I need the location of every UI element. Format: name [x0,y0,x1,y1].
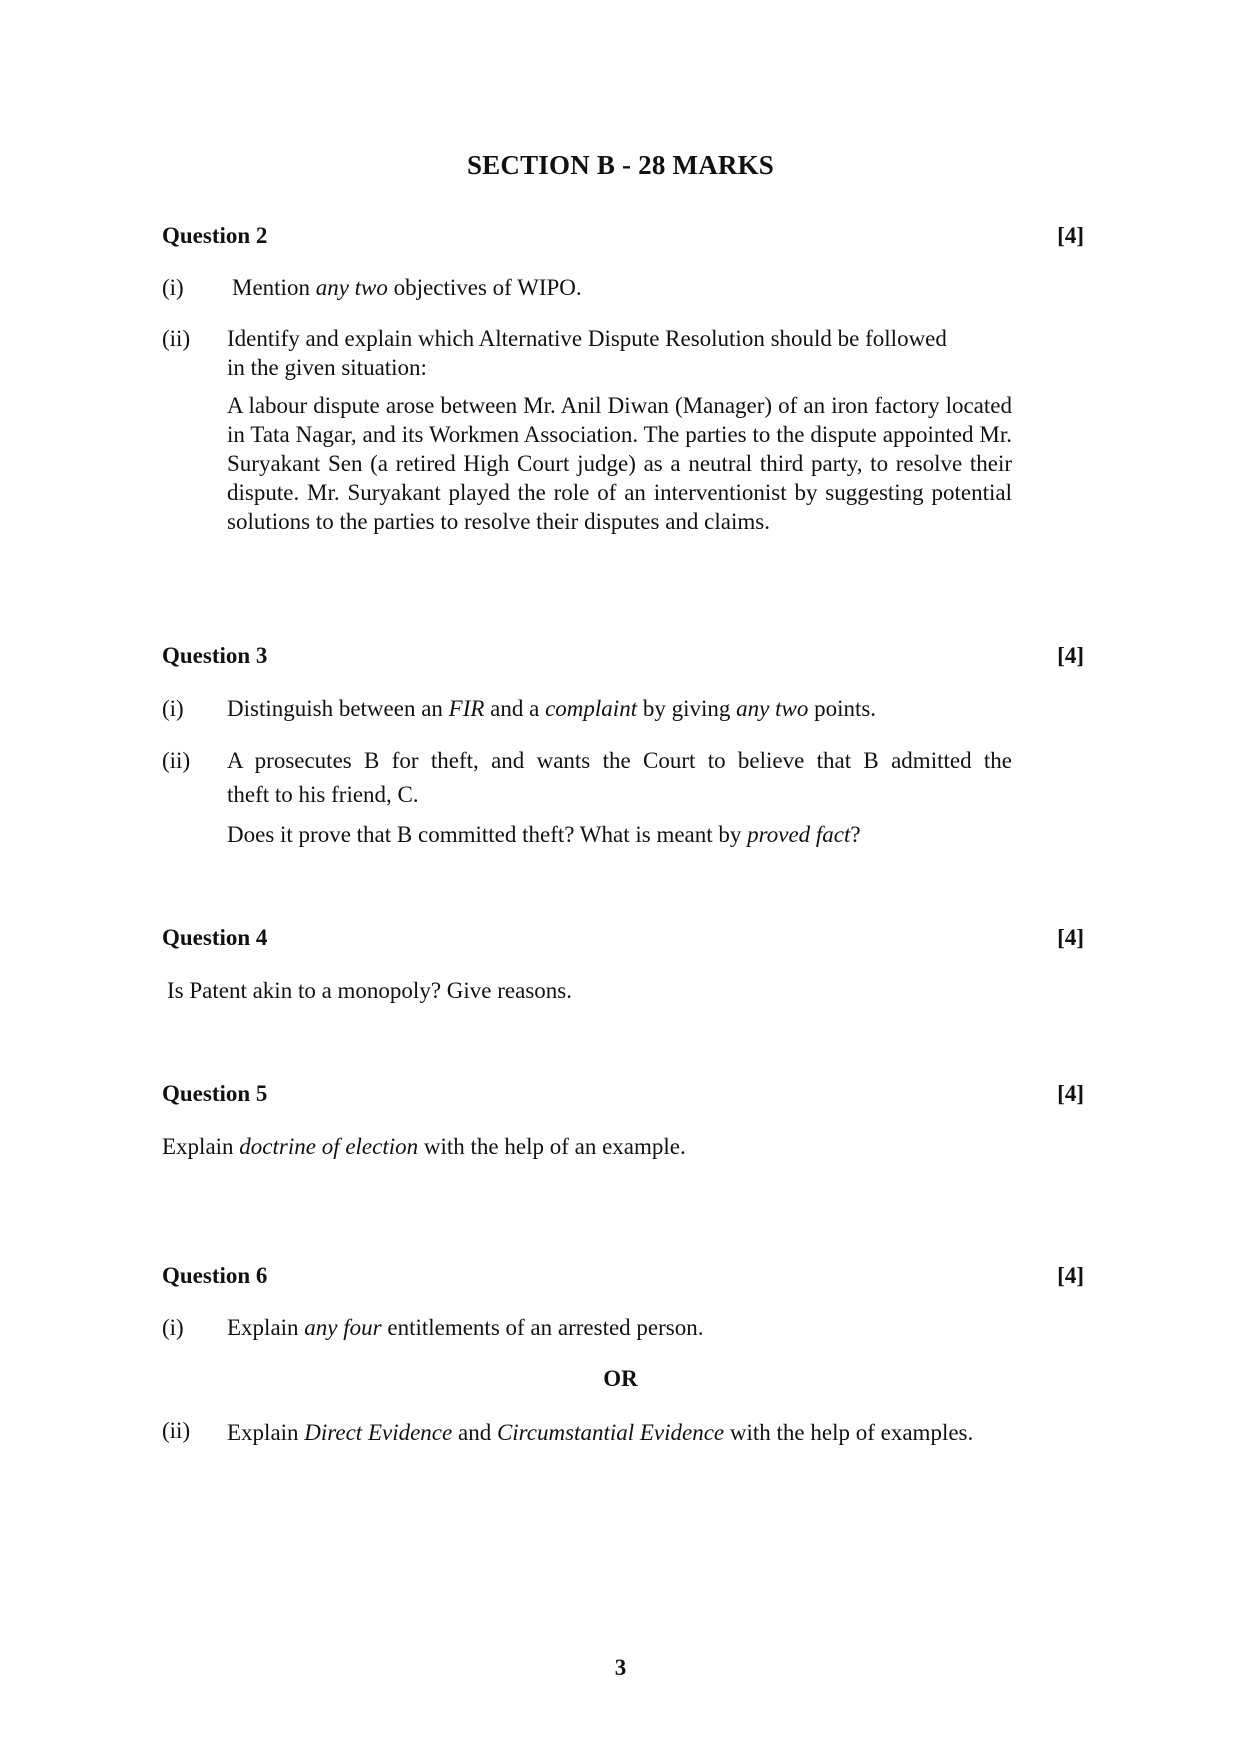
part-text-line-1: A prosecutes B for theft, and wants the Court to believe that B admitted the [227,748,1012,773]
question-4-text: Is Patent akin to a monopoly? Give reasons. [167,978,572,1003]
part-number: (ii) [162,1418,191,1443]
question-heading: Question 6 [162,1263,268,1288]
question-3-header [162,643,1084,669]
scenario-paragraph: A labour dispute arose between Mr. Anil Diwan (Manager) of an iron factory located in Tata Nagar, and its Workmen Association. The parties to the dispute appointed Mr. Suryakant Sen (a retired High Court judge) as a neutral third party, to resolve their dispute. Mr. Suryakant played the role of an interventionist by suggesting potential solutions to the parties to resolve their disputes and claims. [227,393,1012,534]
marks-label: [4] [1057,1263,1084,1288]
marks-label: [4] [1057,925,1084,950]
part-text: Mention any two objectives of WIPO. [232,275,582,300]
marks-label: [4] [1057,223,1084,248]
part-number: (i) [162,275,184,300]
part-text-line-1: Identify and explain which Alternative Dispute Resolution should be followed [227,326,947,351]
question-5-header [162,1081,1084,1107]
part-text-line-2: theft to his friend, C. [227,782,419,807]
followup-question: Does it prove that B committed theft? What is meant by proved fact? [227,822,861,847]
part-text-line-2: in the given situation: [227,355,427,380]
question-4-header [162,925,1084,951]
part-text: Explain Direct Evidence and Circumstantial Evidence with the help of examples. [227,1420,974,1445]
question-heading: Question 4 [162,925,268,950]
question-6-header [162,1263,1084,1289]
part-number: (i) [162,696,184,721]
part-number: (ii) [162,748,191,773]
question-heading: Question 5 [162,1081,268,1106]
or-separator: OR [603,1366,638,1391]
question-heading: Question 2 [162,223,268,248]
marks-label: [4] [1057,643,1084,668]
part-text: Distinguish between an FIR and a complaint by giving any two points. [227,696,877,721]
section-title: SECTION B - 28 MARKS [466,150,775,180]
marks-label: [4] [1057,1081,1084,1106]
question-2-header [162,223,1084,249]
question-5-text: Explain doctrine of election with the help of an example. [162,1134,686,1159]
part-number: (i) [162,1315,184,1340]
part-text: Explain any four entitlements of an arrested person. [227,1315,704,1340]
page-number: 3 [614,1655,627,1680]
question-heading: Question 3 [162,643,268,668]
part-number: (ii) [162,326,191,351]
